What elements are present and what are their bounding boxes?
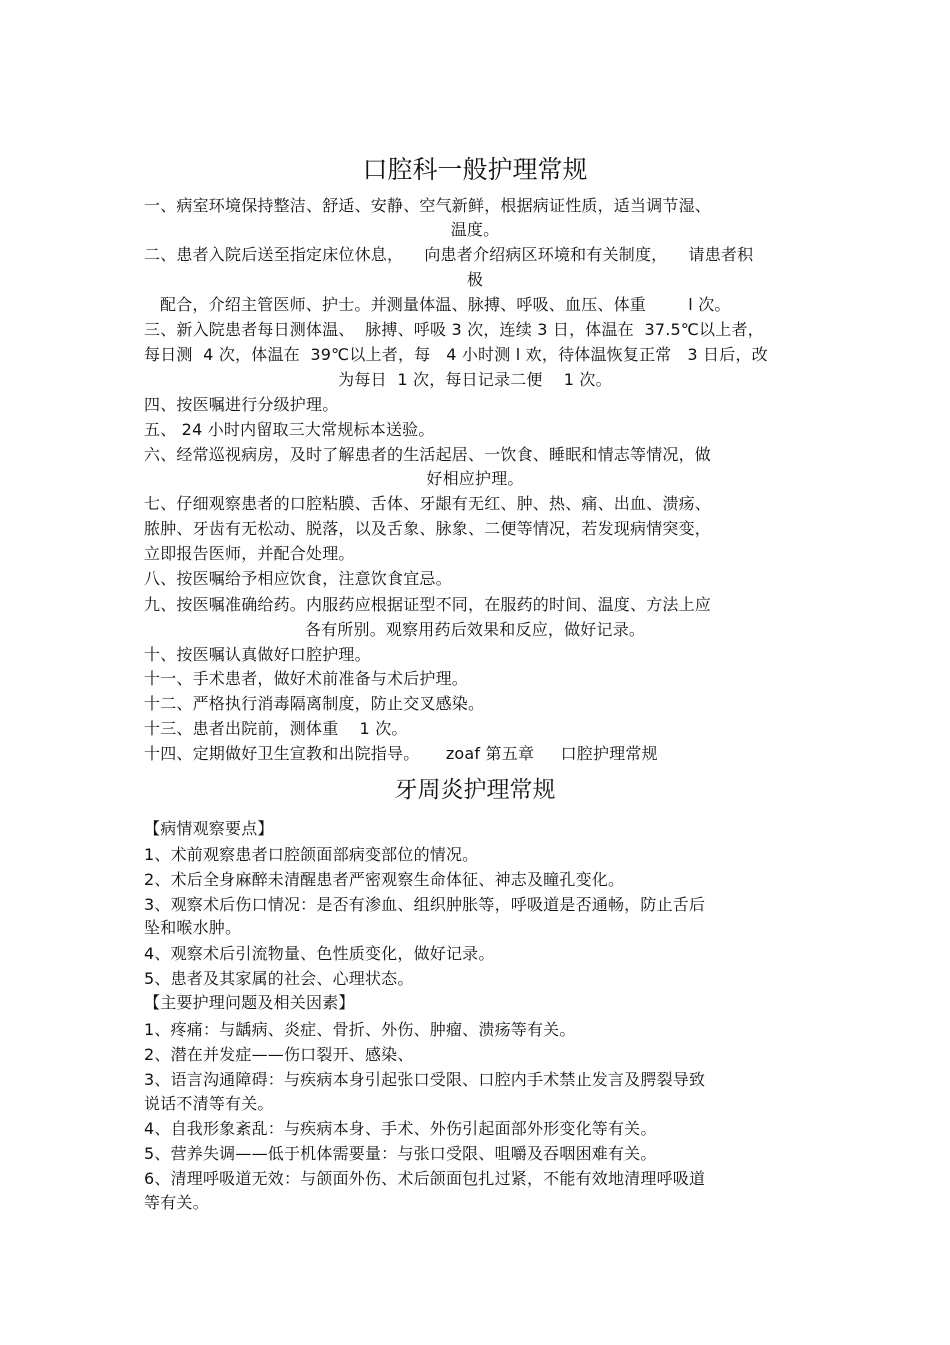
general-item-4: 四、按医嘱进行分级护理。 bbox=[144, 395, 339, 414]
problem-item-1: 1、疼痛：与龋病、炎症、骨折、外伤、肿瘤、溃疡等有关。 bbox=[144, 1020, 576, 1039]
general-item-2-cont: 极 bbox=[466, 270, 484, 289]
observation-item-2: 2、术后全身麻醉未清醒患者严密观察生命体征、神志及瞳孔变化。 bbox=[144, 870, 625, 889]
problem-item-2: 2、潜在并发症——伤口裂开、感染、 bbox=[144, 1045, 414, 1064]
observation-item-3-cont: 坠和喉水肿。 bbox=[144, 918, 242, 937]
document-title-periodontitis-care: 牙周炎护理常规 bbox=[394, 777, 556, 803]
general-item-13: 十三、患者出院前，测体重 1 次。 bbox=[144, 719, 408, 738]
general-item-14: 十四、定期做好卫生宣教和出院指导。 zoaf 第五章 口腔护理常规 bbox=[144, 744, 658, 763]
general-item-7: 七、仔细观察患者的口腔粘膜、舌体、牙龈有无红、肿、热、痛、出血、溃疡、 bbox=[144, 494, 712, 513]
observation-item-4: 4、观察术后引流物量、色性质变化，做好记录。 bbox=[144, 944, 495, 963]
observation-item-3: 3、观察术后伤口情况：是否有渗血、组织肿胀等，呼吸道是否通畅，防止舌后 bbox=[144, 895, 706, 914]
problem-item-3: 3、语言沟通障碍：与疾病本身引起张口受限、口腔内手术禁止发言及腭裂导致 bbox=[144, 1070, 706, 1089]
general-item-7-cont2: 立即报告医师，并配合处理。 bbox=[144, 544, 355, 563]
problem-item-6: 6、清理呼吸道无效：与颌面外伤、术后颌面包扎过紧，不能有效地清理呼吸道 bbox=[144, 1169, 706, 1188]
observation-item-5: 5、患者及其家属的社会、心理状态。 bbox=[144, 969, 414, 988]
general-item-3-cont: 每日测 4 次，体温在 39℃以上者，每 4 小时测 l 欢，待体温恢复正常 3 日后，改 bbox=[144, 345, 768, 364]
general-item-6-cont: 好相应护理。 bbox=[426, 469, 524, 488]
general-item-1-cont: 温度。 bbox=[450, 220, 500, 239]
observation-item-1: 1、术前观察患者口腔颌面部病变部位的情况。 bbox=[144, 845, 479, 864]
general-item-5: 五、 24 小时内留取三大常规标本送验。 bbox=[144, 420, 435, 439]
problem-item-5: 5、营养失调——低于机体需要量：与张口受限、咀嚼及吞咽困难有关。 bbox=[144, 1144, 657, 1163]
general-item-1: 一、病室环境保持整洁、舒适、安静、空气新鲜，根据病证性质，适当调节湿、 bbox=[144, 196, 712, 215]
general-item-10: 十、按医嘱认真做好口腔护理。 bbox=[144, 645, 371, 664]
general-item-8: 八、按医嘱给予相应饮食，注意饮食宜忌。 bbox=[144, 569, 452, 588]
section-heading-problems: 【主要护理问题及相关因素】 bbox=[144, 993, 355, 1012]
general-item-3: 三、新入院患者每日测体温、 脉搏、呼吸 3 次，连续 3 日，体温在 37.5℃以上者， bbox=[144, 320, 764, 339]
section-heading-observation: 【病情观察要点】 bbox=[144, 819, 274, 838]
document-title-general-care: 口腔科一般护理常规 bbox=[362, 155, 588, 184]
general-item-6: 六、经常巡视病房，及时了解患者的生活起居、一饮食、睡眠和情志等情况，做 bbox=[144, 445, 712, 464]
problem-item-6-cont: 等有关。 bbox=[144, 1193, 209, 1212]
general-item-9-cont: 各有所别。观察用药后效果和反应，做好记录。 bbox=[304, 620, 646, 639]
general-item-2-cont2: 配合，介绍主管医师、护士。并测量体温、脉搏、呼吸、血压、体重 l 次。 bbox=[160, 295, 731, 314]
general-item-7-cont: 脓肿、牙齿有无松动、脱落，以及舌象、脉象、二便等情况，若发现病情突变， bbox=[144, 519, 712, 538]
general-item-3-cont2: 为每日 1 次，每日记录二便 1 次。 bbox=[338, 370, 612, 389]
problem-item-3-cont: 说话不清等有关。 bbox=[144, 1094, 274, 1113]
general-item-12: 十二、严格执行消毒隔离制度，防止交叉感染。 bbox=[144, 694, 485, 713]
general-item-11: 十一、手术患者，做好术前准备与术后护理。 bbox=[144, 669, 469, 688]
general-item-2: 二、患者入院后送至指定床位休息， 向患者介绍病区环境和有关制度， 请患者积 bbox=[144, 245, 754, 264]
problem-item-4: 4、自我形象紊乱：与疾病本身、手术、外伤引起面部外形变化等有关。 bbox=[144, 1119, 657, 1138]
general-item-9: 九、按医嘱准确给药。内服药应根据证型不同，在服药的时间、温度、方法上应 bbox=[144, 595, 712, 614]
